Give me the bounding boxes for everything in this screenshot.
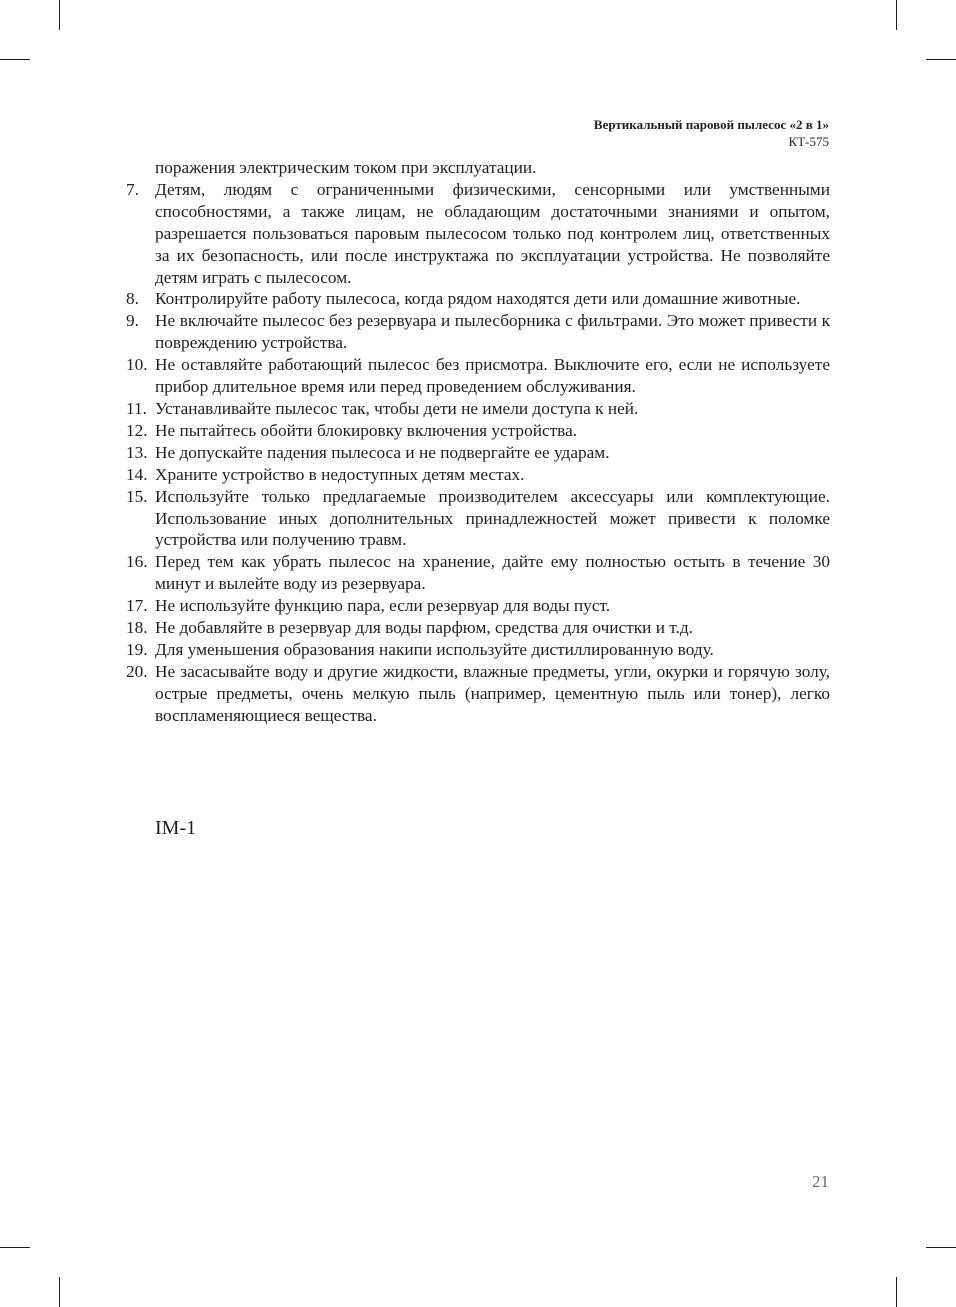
list-item-number: 12.	[126, 420, 148, 440]
list-item-number: 18.	[126, 618, 148, 638]
list-item-text: Не засасывайте воду и другие жидкости, влажные предметы, угли, окурки и горячую золу, острые предметы, очень мелкую пыль (например, цементную пыль или тонер), легко воспламеняющиеся вещества.	[155, 661, 830, 725]
list-item-text: Не используйте функцию пара, если резервуар для воды пуст.	[155, 596, 611, 616]
list-item	[126, 398, 830, 420]
list-item-text: Не пытайтесь обойти блокировку включения устройства.	[155, 420, 578, 440]
list-item-text: Не включайте пылесос без резервуара и пылесборника с фильтрами. Это может привести к повреждению устройства.	[155, 311, 830, 353]
header-title: Вертикальный паровой пылесос «2 в 1»	[593, 117, 829, 132]
list-item-number: 15.	[126, 486, 148, 506]
crop-mark-bottom-left	[59, 1277, 60, 1307]
list-item	[126, 464, 830, 486]
list-item-text: Храните устройство в недоступных детям местах.	[155, 464, 525, 484]
list-item-number: 20.	[126, 661, 148, 681]
page-number: 21	[812, 1172, 829, 1191]
crop-mark-top-left	[59, 0, 60, 30]
list-item-text: Перед тем как убрать пылесос на хранение, дайте ему полностью остыть в течение 30 минут и вылейте воду из резервуара.	[155, 552, 830, 594]
list-item-text: Не оставляйте работающий пылесос без присмотра. Выключите его, если не используете прибор длительное время или перед проведением обслуживания.	[155, 355, 830, 397]
list-item	[126, 639, 830, 661]
crop-mark-right-top	[926, 59, 956, 60]
list-item-number: 7.	[126, 179, 139, 199]
list-item-text: Устанавливайте пылесос так, чтобы дети не имели доступа к ней.	[155, 398, 639, 418]
list-item	[126, 310, 830, 354]
list-item	[126, 661, 830, 727]
crop-mark-left-top	[0, 59, 30, 60]
list-item-number: 13.	[126, 442, 148, 462]
crop-mark-top-right	[896, 0, 897, 30]
list-item-text: Не добавляйте в резервуар для воды парфюм, средства для очистки и т.д.	[155, 618, 693, 638]
list-item-number: 17.	[126, 596, 148, 616]
list-item	[126, 486, 830, 552]
list-item	[126, 617, 830, 639]
list-item	[126, 595, 830, 617]
list-item	[126, 288, 830, 310]
crop-mark-left-bottom	[0, 1247, 30, 1248]
continued-text: поражения электрическим током при эксплуатации.	[155, 158, 537, 177]
safety-instructions	[126, 157, 830, 727]
document-code: IM-1	[155, 817, 197, 839]
list-item	[126, 354, 830, 398]
list-item-number: 9.	[126, 311, 139, 331]
list-item-text: Контролируйте работу пылесоса, когда рядом находятся дети или домашние животные.	[155, 289, 801, 309]
list-item-number: 19.	[126, 639, 148, 659]
list-item-number: 14.	[126, 464, 148, 484]
list-item-text: Используйте только предлагаемые производителем аксессуары или комплектующие. Использование иных дополнительных принадлежностей может привести к поломке устройства или получению травм.	[155, 486, 830, 550]
list-item-text: Детям, людям с ограниченными физическими, сенсорными или умственными способностями, а также лицам, не обладающим достаточными знаниями и опытом, разрешается пользоваться паровым пылесосом только под контролем лиц, ответственных за их безопасность, или после инструктажа по эксплуатации устройства. Не позволяйте детям играть с пылесосом.	[155, 179, 830, 287]
list-item-number: 8.	[126, 289, 139, 309]
list-item-number: 16.	[126, 552, 148, 572]
instruction-list	[126, 179, 830, 727]
crop-mark-right-bottom	[926, 1247, 956, 1248]
list-item	[126, 442, 830, 464]
list-item-number: 10.	[126, 355, 148, 375]
crop-mark-bottom-right	[896, 1277, 897, 1307]
list-item-text: Для уменьшения образования накипи используйте дистиллированную воду.	[155, 639, 714, 659]
list-item	[126, 420, 830, 442]
list-item-number: 11.	[126, 398, 147, 418]
list-item	[126, 179, 830, 289]
header-model: КТ-575	[788, 134, 829, 149]
list-item-text: Не допускайте падения пылесоса и не подвергайте ее ударам.	[155, 442, 610, 462]
list-item	[126, 551, 830, 595]
running-header	[594, 116, 829, 150]
